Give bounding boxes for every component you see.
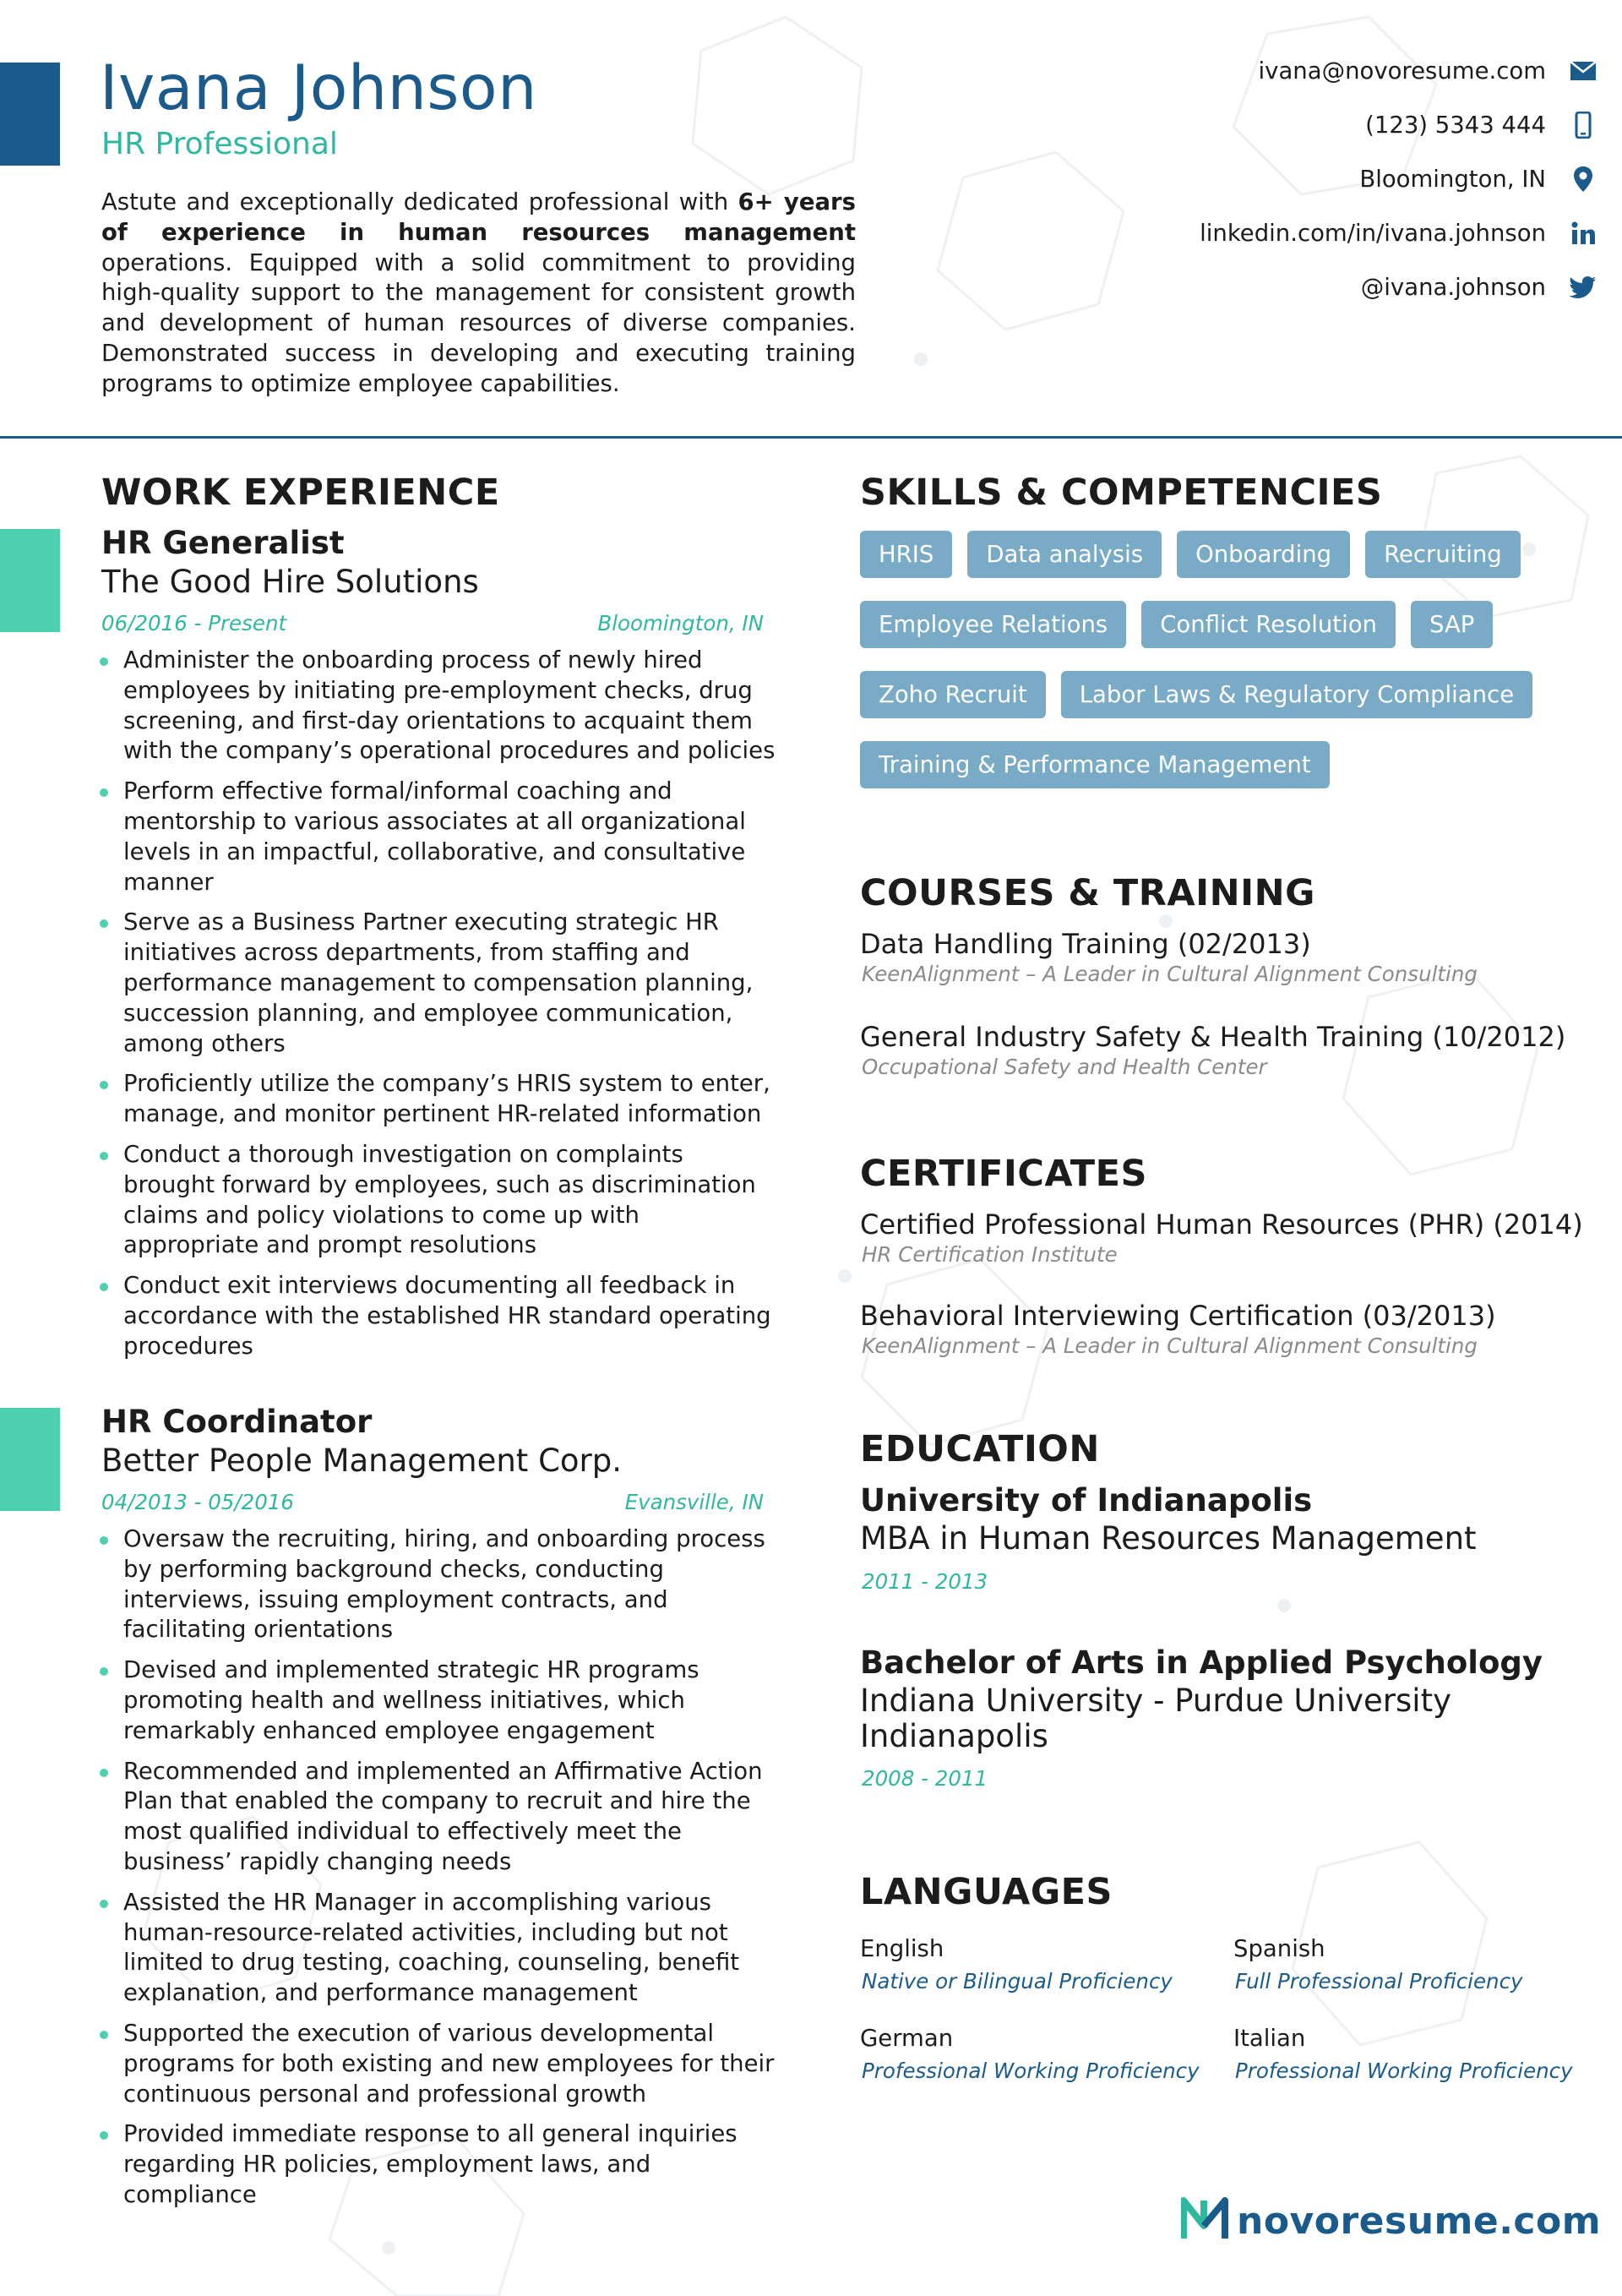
list-item: Assisted the HR Manager in accomplishing various human-resource-related activities, including but not limited to drug testing, coaching, counseling, benefit explanation, and performance management xyxy=(100,1888,776,2009)
job-dates: 06/2016 - Present xyxy=(101,611,287,635)
certificate-org: HR Certification Institute xyxy=(862,1242,1118,1267)
list-item: Oversaw the recruiting, hiring, and onboarding process by performing background checks, conducting interviews, issuing employment contracts, and facilitating orientations xyxy=(100,1524,776,1645)
education-dates: 2008 - 2011 xyxy=(862,1766,988,1791)
education-degree: MBA in Human Resources Management xyxy=(860,1520,1477,1557)
contact-list xyxy=(929,57,1622,336)
language-level: Native or Bilingual Proficiency xyxy=(862,1969,1173,1993)
list-item: Serve as a Business Partner executing strategic HR initiatives across departments, from staffing and performance management to compensation planning, succession planning, and employee communication, among others xyxy=(100,908,776,1059)
skill-chip: Employee Relations xyxy=(860,601,1126,648)
contact-email[interactable] xyxy=(1259,57,1546,85)
education-degree: Indiana University - Purdue University Indianapolis xyxy=(860,1682,1451,1754)
list-item: Conduct exit interviews documenting all feedback in accordance with the established HR standard operating procedures xyxy=(100,1271,776,1361)
skill-chip: HRIS xyxy=(860,531,952,578)
certificate-title: Behavioral Interviewing Certification (03/2013) xyxy=(860,1300,1496,1332)
job-location: Evansville, IN xyxy=(624,1490,764,1514)
skill-chip: Conflict Resolution xyxy=(1141,601,1396,648)
language-level: Professional Working Proficiency xyxy=(862,2059,1200,2083)
job-title: HR Coordinator xyxy=(101,1404,373,1440)
language-name: Italian xyxy=(1233,2025,1306,2052)
header-divider xyxy=(0,436,1622,439)
contact-linkedin-text: linkedin.com/in/ivana.johnson xyxy=(1200,220,1546,247)
contact-phone-text: (123) 5343 444 xyxy=(1365,112,1546,139)
phone-icon xyxy=(1568,110,1598,140)
contact-twitter[interactable] xyxy=(1361,274,1546,301)
contact-location-text: Bloomington, IN xyxy=(1359,166,1546,193)
skill-chip: Data analysis xyxy=(967,531,1162,578)
list-item: Recommended and implemented an Affirmative Action Plan that enabled the company to recruit and hire the most qualified individual to effectively meet the business’ rapidly changing needs xyxy=(100,1757,776,1878)
twitter-icon xyxy=(1568,272,1598,303)
courses-heading: COURSES & TRAINING xyxy=(860,872,1315,914)
location-pin-icon xyxy=(1568,164,1598,194)
job-company: Better People Management Corp. xyxy=(101,1442,623,1479)
job-company: The Good Hire Solutions xyxy=(101,564,479,600)
languages-heading: LANGUAGES xyxy=(860,1871,1113,1913)
job-title: HR Generalist xyxy=(101,525,345,561)
list-item: Conduct a thorough investigation on complaints brought forward by employees, such as discrimination claims and policy violations to come up with appropriate and prompt resolutions xyxy=(100,1140,776,1261)
skill-chip: Labor Laws & Regulatory Compliance xyxy=(1061,671,1532,718)
work-experience-heading: WORK EXPERIENCE xyxy=(101,472,500,514)
job-dates: 04/2013 - 05/2016 xyxy=(101,1490,294,1514)
course-title: General Industry Safety & Health Training (10/2012) xyxy=(860,1021,1566,1053)
list-item: Proficiently utilize the company’s HRIS system to enter, manage, and monitor pertinent HR-related information xyxy=(100,1069,776,1130)
profile-summary: Astute and exceptionally dedicated professional with 6+ years of experience in human resources management operations. Equipped with a solid commitment to providing high-quality support to the management for consistent growth and development of human resources of diverse companies. Demonstrated success in developing and executing training programs to optimize employee capabilities. xyxy=(101,188,856,397)
brand-text: novoresume.com xyxy=(1237,2199,1602,2243)
course-org: Occupational Safety and Health Center xyxy=(862,1055,1267,1079)
contact-location xyxy=(1359,166,1546,193)
list-item: Administer the onboarding process of newly hired employees by initiating pre-employment checks, drug screening, and first-day orientations to acquaint them with the company’s operational procedures and policies xyxy=(100,646,776,766)
job-location: Bloomington, IN xyxy=(597,611,764,635)
list-item: Perform effective formal/informal coaching and mentorship to various associates at all organizational levels in an impactful, collaborative, and consultative manner xyxy=(100,777,776,897)
contact-email-text: ivana@novoresume.com xyxy=(1258,57,1546,85)
certificate-title: Certified Professional Human Resources (PHR) (2014) xyxy=(860,1208,1583,1241)
envelope-icon xyxy=(1568,56,1598,86)
course-title: Data Handling Training (02/2013) xyxy=(860,928,1311,960)
skills-chip-list xyxy=(860,531,1553,788)
language-name: German xyxy=(860,2025,954,2052)
job-bullets xyxy=(100,646,776,1372)
candidate-title: HR Professional xyxy=(101,127,338,161)
education-school: University of Indianapolis xyxy=(860,1482,1313,1519)
skill-chip: Onboarding xyxy=(1177,531,1350,578)
contact-linkedin[interactable] xyxy=(1200,220,1546,247)
certificates-heading: CERTIFICATES xyxy=(860,1153,1147,1195)
contact-phone[interactable] xyxy=(1365,112,1546,139)
course-org: KeenAlignment – A Leader in Cultural Alignment Consulting xyxy=(862,962,1478,986)
skill-chip: Zoho Recruit xyxy=(860,671,1046,718)
certificate-org: KeenAlignment – A Leader in Cultural Alignment Consulting xyxy=(862,1333,1478,1358)
list-item: Provided immediate response to all general inquiries regarding HR policies, employment laws, and compliance xyxy=(100,2119,776,2210)
education-school: Bachelor of Arts in Applied Psychology xyxy=(860,1644,1543,1681)
list-item: Devised and implemented strategic HR programs promoting health and wellness initiatives, which remarkably enhanced employee engagement xyxy=(100,1655,776,1746)
job-bullets xyxy=(100,1524,776,2221)
skill-chip: Recruiting xyxy=(1365,531,1521,578)
job-accent-bar xyxy=(0,529,60,632)
contact-twitter-text: @ivana.johnson xyxy=(1360,274,1546,301)
candidate-name: Ivana Johnson xyxy=(100,52,537,124)
language-name: Spanish xyxy=(1233,1935,1325,1962)
skill-chip: Training & Performance Management xyxy=(860,741,1330,788)
list-item: Supported the execution of various developmental programs for both existing and new employees for their continuous personal and professional growth xyxy=(100,2019,776,2109)
language-level: Full Professional Proficiency xyxy=(1235,1969,1523,1993)
language-name: English xyxy=(860,1935,944,1962)
education-heading: EDUCATION xyxy=(860,1428,1100,1470)
skill-chip: SAP xyxy=(1411,601,1493,648)
skills-heading: SKILLS & COMPETENCIES xyxy=(860,472,1383,514)
novoresume-logo-icon xyxy=(1181,2197,1230,2244)
education-dates: 2011 - 2013 xyxy=(862,1569,988,1594)
header-accent-bar xyxy=(0,63,60,166)
linkedin-icon xyxy=(1568,218,1598,248)
language-level: Professional Working Proficiency xyxy=(1235,2059,1573,2083)
job-accent-bar xyxy=(0,1408,60,1511)
novoresume-brand xyxy=(1181,2197,1601,2244)
